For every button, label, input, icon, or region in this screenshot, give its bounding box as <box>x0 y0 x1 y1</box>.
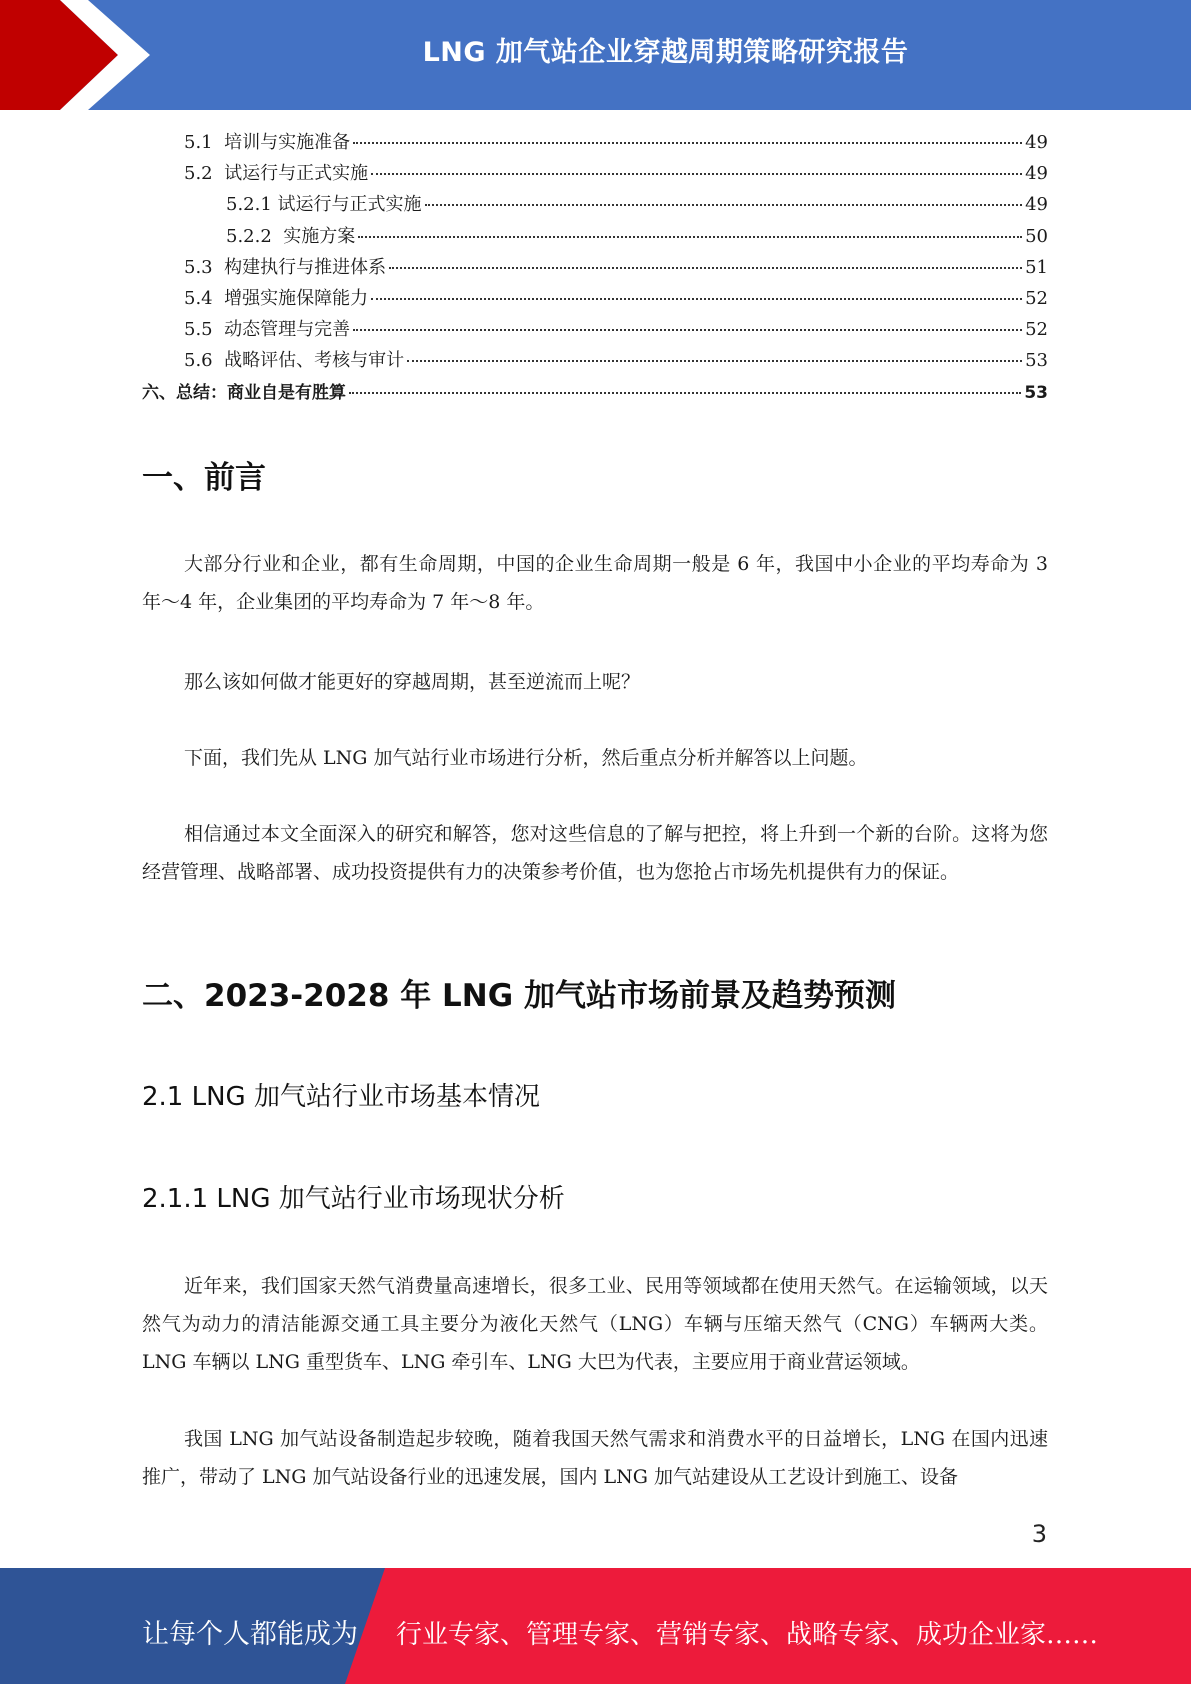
section-2-1-1-heading: 2.1.1 LNG 加气站行业市场现状分析 <box>142 1184 565 1214</box>
toc-entry-title: 动态管理与完善 <box>224 319 351 341</box>
toc-entry[interactable] <box>142 222 1048 253</box>
toc-entry-chapter[interactable] <box>142 378 1048 409</box>
toc-entry-number: 5.1 <box>184 132 213 153</box>
toc-entry[interactable] <box>142 159 1048 190</box>
preface-heading: 一、前言 <box>142 460 266 496</box>
toc-entry-number: 5.2.1 <box>226 194 272 216</box>
toc-entry-page: 49 <box>1025 194 1048 216</box>
toc-entry-title: 试运行与正式实施 <box>224 163 369 185</box>
toc-entry-number: 5.4 <box>184 287 213 309</box>
report-title: LNG 加气站企业穿越周期策略研究报告 <box>422 37 909 68</box>
toc-entry-title: 实施方案 <box>283 225 356 247</box>
toc-leader-dots <box>353 329 1022 331</box>
toc-entry[interactable] <box>142 315 1048 346</box>
toc-entry-page: 52 <box>1025 319 1048 341</box>
preface-paragraph-3: 下面，我们先从 LNG 加气站行业市场进行分析，然后重点分析并解答以上问题。 <box>184 747 868 769</box>
toc-leader-dots <box>389 267 1022 269</box>
footer-slogan-right: 行业专家、管理专家、营销专家、战略专家、成功企业家…… <box>396 1620 1099 1650</box>
table-of-contents <box>142 128 1048 409</box>
toc-leader-dots <box>353 142 1022 144</box>
toc-entry-title: 六、总结：商业自是有胜算 <box>142 382 346 403</box>
toc-leader-dots <box>358 236 1022 238</box>
toc-entry-number: 5.5 <box>184 319 213 341</box>
toc-entry-number: 5.3 <box>184 256 213 278</box>
section-2-1-heading: 2.1 LNG 加气站行业市场基本情况 <box>142 1082 540 1112</box>
section-2-1-1-paragraph-1: 近年来，我们国家天然气消费量高速增长，很多工业、民用等领域都在使用天然气。在运输领域，以天然气为动力的清洁能源交通工具主要分为液化天然气（LNG）车辆与压缩天然气（CNG）车辆两大类。LNG 车辆以 LNG 重型货车、LNG 牵引车、LNG 大巴为代表，主要应用于商业营运领域。 <box>142 1275 1048 1373</box>
page-number: 3 <box>1031 1520 1047 1548</box>
toc-entry[interactable] <box>142 128 1048 159</box>
toc-entry-number: 5.2 <box>184 163 213 185</box>
toc-entry[interactable] <box>142 190 1048 221</box>
toc-leader-dots <box>371 173 1022 175</box>
header-arrow-decoration <box>0 0 160 110</box>
preface-paragraph-1: 大部分行业和企业，都有生命周期，中国的企业生命周期一般是 6 年，我国中小企业的平均寿命为 3 年～4 年，企业集团的平均寿命为 7 年～8 年。 <box>142 553 1048 613</box>
toc-entry-title: 构建执行与推进体系 <box>224 256 387 278</box>
toc-entry[interactable] <box>142 346 1048 377</box>
toc-leader-dots <box>371 298 1022 300</box>
toc-entry[interactable] <box>142 253 1048 284</box>
toc-entry-page: 52 <box>1025 287 1048 309</box>
toc-entry-title: 增强实施保障能力 <box>224 287 369 309</box>
toc-entry-page: 53 <box>1025 350 1048 372</box>
toc-entry-page: 50 <box>1025 225 1048 247</box>
toc-entry-number: 5.6 <box>184 350 213 372</box>
footer-banner <box>0 1568 1191 1684</box>
footer-slogan-left: 让每个人都能成为 <box>142 1619 358 1650</box>
toc-leader-dots <box>407 360 1022 362</box>
toc-entry-title: 试运行与正式实施 <box>277 194 422 216</box>
section-2-1-1-paragraph-2: 我国 LNG 加气站设备制造起步较晚，随着我国天然气需求和消费水平的日益增长，LNG 在国内迅速推广，带动了 LNG 加气站设备行业的迅速发展，国内 LNG 加气站建设从工艺设计到施工、设备 <box>142 1428 1048 1488</box>
header-banner <box>0 0 1191 110</box>
toc-entry-title: 培训与实施准备 <box>224 132 351 153</box>
toc-entry-number: 5.2.2 <box>226 225 272 247</box>
toc-leader-dots <box>425 204 1023 206</box>
toc-entry-page: 53 <box>1024 382 1048 403</box>
toc-entry-page: 49 <box>1025 163 1048 185</box>
preface-paragraph-2: 那么该如何做才能更好的穿越周期，甚至逆流而上呢？ <box>184 671 641 693</box>
toc-leader-dots <box>349 392 1021 394</box>
chapter-2-heading: 二、2023-2028 年 LNG 加气站市场前景及趋势预测 <box>142 978 896 1014</box>
toc-entry-page: 49 <box>1025 132 1048 153</box>
preface-paragraph-4: 相信通过本文全面深入的研究和解答，您对这些信息的了解与把控，将上升到一个新的台阶。这将为您经营管理、战略部署、成功投资提供有力的决策参考价值，也为您抢占市场先机提供有力的保证。 <box>142 823 1048 883</box>
toc-entry-title: 战略评估、考核与审计 <box>224 350 405 372</box>
toc-entry[interactable] <box>142 284 1048 315</box>
toc-entry-page: 51 <box>1025 256 1048 278</box>
